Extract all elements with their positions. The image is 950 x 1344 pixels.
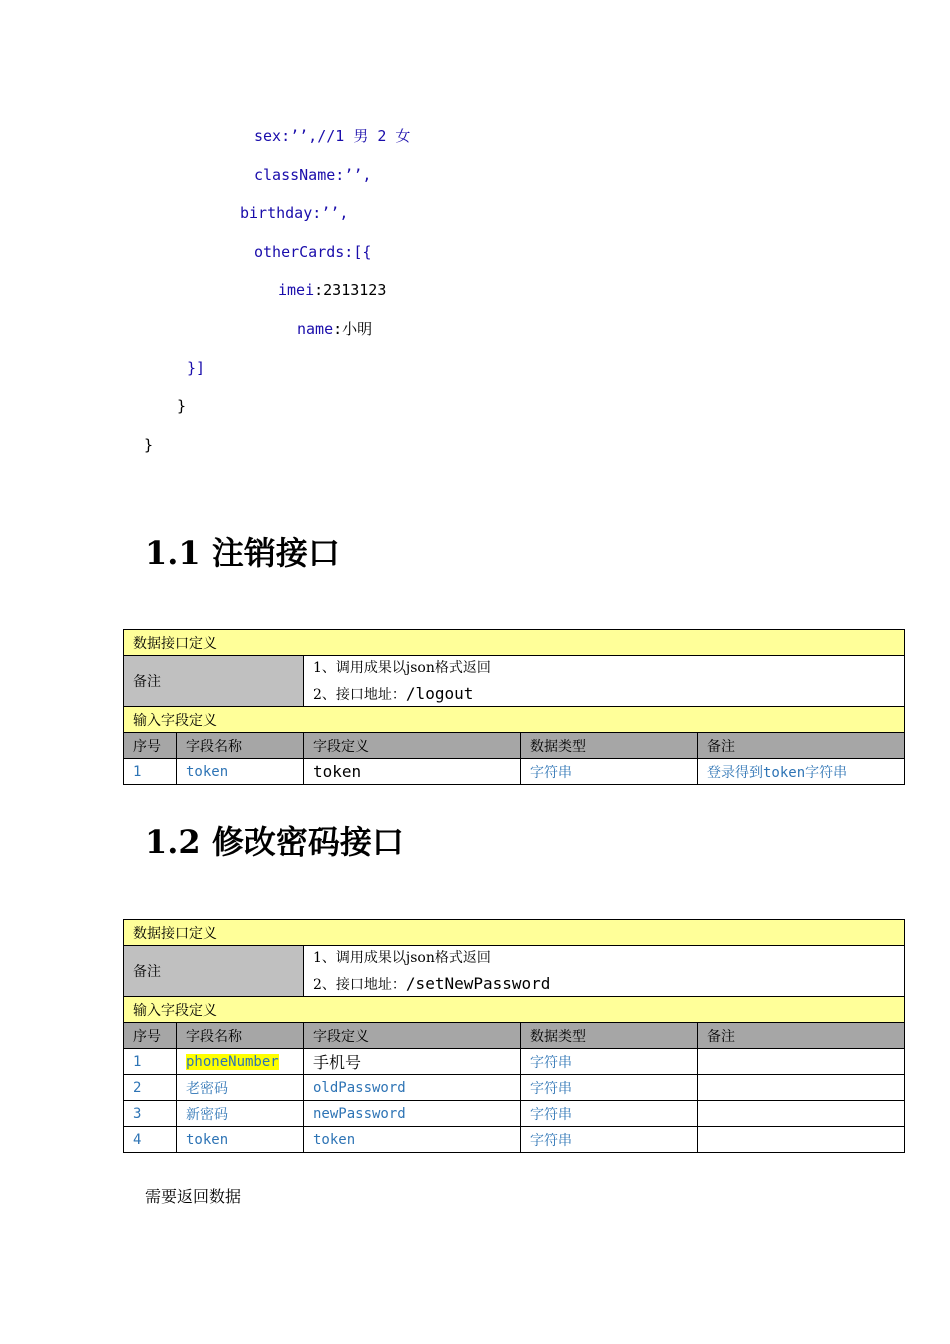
table-row [124, 759, 905, 785]
remark-line-2-prefix: 2、接口地址： [313, 687, 406, 703]
cell-field-name: 新密码 [177, 1101, 304, 1127]
cell-field-def: token [304, 1127, 521, 1153]
cell-note-b: token [763, 764, 806, 781]
cell-no: 1 [124, 1049, 177, 1075]
cell-field-def: oldPassword [304, 1075, 521, 1101]
code-line-birthday: birthday:’’, [240, 204, 349, 222]
header-field-name: 字段名称 [177, 1023, 304, 1049]
header-field-def: 字段定义 [304, 1023, 521, 1049]
table-row [124, 1075, 905, 1101]
cell-no: 1 [124, 759, 177, 785]
remark-content [304, 946, 905, 997]
input-field-title: 输入字段定义 [124, 707, 905, 733]
remark-label: 备注 [124, 656, 304, 707]
cell-data-type: 字符串 [521, 1075, 698, 1101]
code-value-name: :小明 [333, 320, 373, 338]
cell-note [698, 759, 905, 785]
remark-line-2 [313, 681, 895, 706]
cell-field-name [177, 1049, 304, 1075]
header-note: 备注 [698, 1023, 905, 1049]
interface-path: /logout [405, 684, 474, 703]
cell-data-type: 字符串 [521, 1127, 698, 1153]
return-data-text: 需要返回数据 [145, 1187, 242, 1206]
cell-no: 2 [124, 1075, 177, 1101]
interface-path: /setNewPassword [405, 974, 551, 993]
remark-line-2 [313, 971, 895, 996]
input-field-title: 输入字段定义 [124, 997, 905, 1023]
cell-field-name: 老密码 [177, 1075, 304, 1101]
change-password-spec-table [123, 919, 905, 1153]
code-line-close-root: } [144, 436, 154, 454]
remark-label: 备注 [124, 946, 304, 997]
remark-line-1: 1、调用成果以json格式返回 [313, 660, 491, 676]
cell-note [698, 1075, 905, 1101]
code-line-name [297, 319, 372, 339]
header-note: 备注 [698, 733, 905, 759]
header-no: 序号 [124, 1023, 177, 1049]
header-data-type: 数据类型 [521, 733, 698, 759]
cell-note [698, 1049, 905, 1075]
cell-data-type: 字符串 [521, 759, 698, 785]
cell-field-name: token [177, 1127, 304, 1153]
cell-field-def: newPassword [304, 1101, 521, 1127]
code-line-close-object: } [177, 397, 187, 415]
header-field-def: 字段定义 [304, 733, 521, 759]
cell-data-type: 字符串 [521, 1101, 698, 1127]
code-line-sex: sex:’’,//1 男 2 女 [254, 127, 411, 145]
cell-note-a: 登录得到 [707, 764, 763, 781]
table-row [124, 1049, 905, 1075]
cell-note [698, 1101, 905, 1127]
cell-field-name: token [177, 759, 304, 785]
logout-spec-table [123, 629, 905, 785]
code-key-imei: imei [278, 281, 315, 299]
cell-no: 3 [124, 1101, 177, 1127]
header-no: 序号 [124, 733, 177, 759]
cell-no: 4 [124, 1127, 177, 1153]
table-title: 数据接口定义 [124, 630, 905, 656]
table-row [124, 1101, 905, 1127]
header-field-name: 字段名称 [177, 733, 304, 759]
code-line-close-array: }] [187, 359, 206, 377]
remark-line-2-prefix: 2、接口地址： [313, 977, 406, 993]
cell-field-def: token [304, 759, 521, 785]
remark-line-1: 1、调用成果以json格式返回 [313, 950, 491, 966]
remark-content [304, 656, 905, 707]
cell-note [698, 1127, 905, 1153]
code-value-imei: :2313123 [314, 281, 387, 299]
cell-data-type: 字符串 [521, 1049, 698, 1075]
code-key-name: name [297, 320, 334, 338]
cell-note-c: 字符串 [805, 764, 848, 781]
code-line-classname: className:’’, [254, 166, 372, 184]
section-heading-change-password: 1.2 修改密码接口 [145, 823, 404, 861]
table-title: 数据接口定义 [124, 920, 905, 946]
highlighted-field-name: phoneNumber [186, 1053, 279, 1070]
code-line-othercards: otherCards:[{ [254, 243, 372, 261]
cell-field-def: 手机号 [304, 1049, 521, 1075]
section-heading-logout: 1.1 注销接口 [145, 534, 340, 572]
header-data-type: 数据类型 [521, 1023, 698, 1049]
code-line-imei [278, 280, 386, 300]
table-row [124, 1127, 905, 1153]
